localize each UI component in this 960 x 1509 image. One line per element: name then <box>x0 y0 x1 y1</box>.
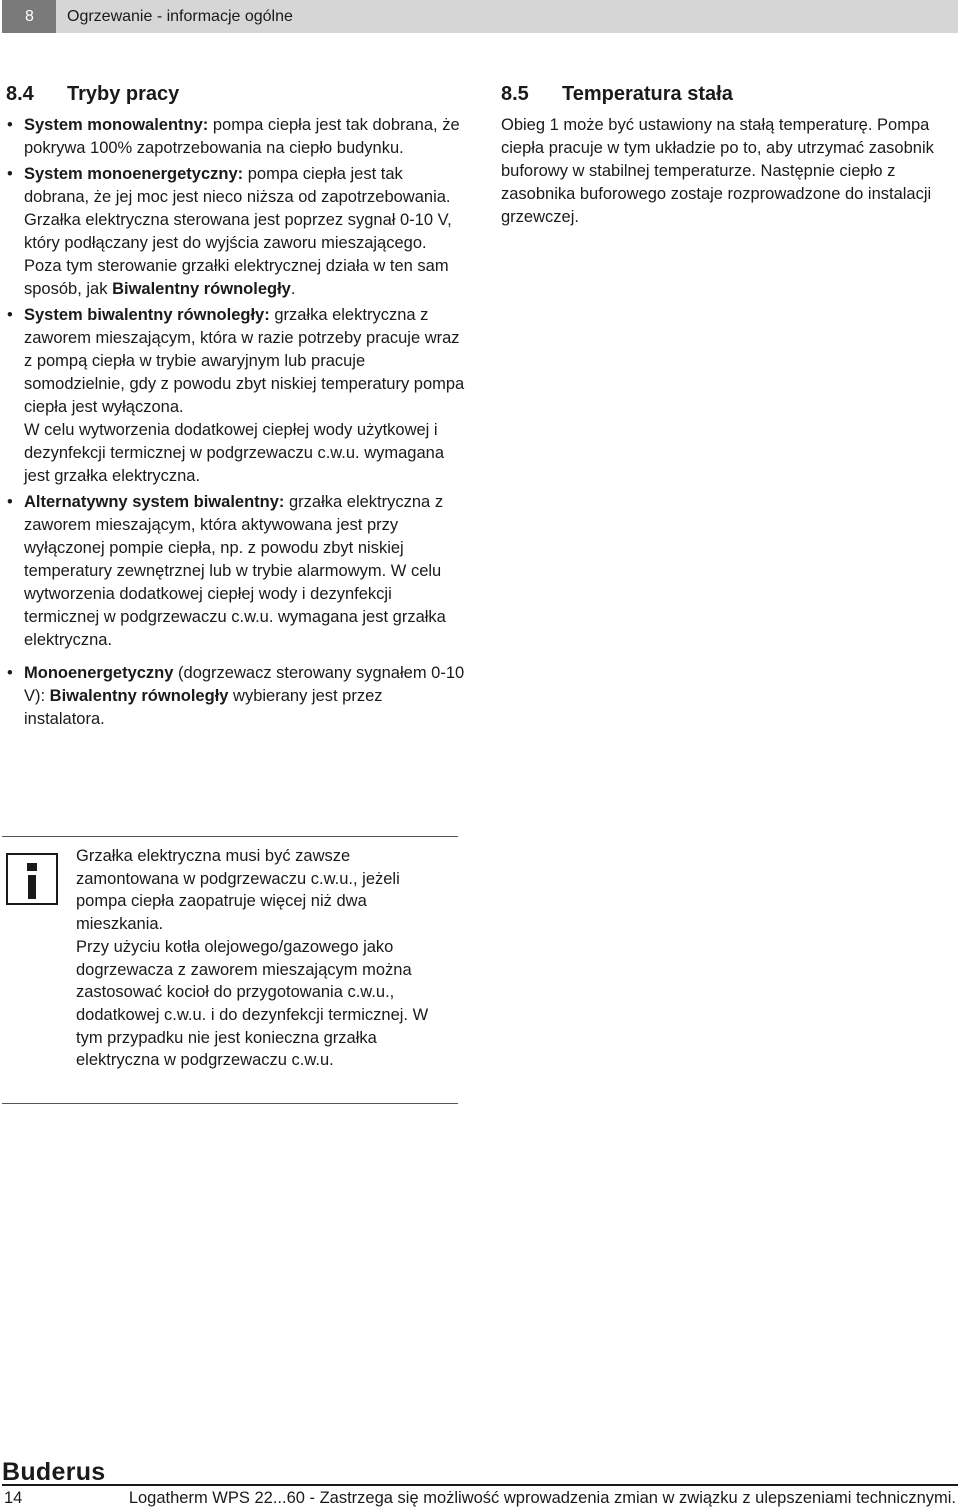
section-number: 8.4 <box>6 83 34 105</box>
item-term-ref: Biwalentny równoległy <box>112 280 291 298</box>
section-paragraph: Obieg 1 może być ustawiony na stałą temperaturę. Pompa ciepła pracuje w tym układzie po to, aby utrzymać zasobnik buforowy w stabilnej temperaturze. Następnie ciepło z zasobnika buforowego zostaje rozprowadzone do instalacji grzewczej. <box>501 116 934 226</box>
item-text: grzałka elektryczna z zaworem mieszającym, która w razie potrzeby pracuje wraz z pompą ciepła w trybie awaryjnym lub pracuje somodzielnie, gdy z powodu zbyt niskiej temperatury pompa ciepła jest wyłączona. <box>24 306 465 416</box>
page-number: 14 <box>4 1489 23 1507</box>
footer-divider <box>2 1484 958 1486</box>
bullet: • <box>7 306 13 324</box>
item-text: pompa ciepła jest tak dobrana, że jej moc jest nieco niższa od zapotrzebowania. Grzałka elektryczna sterowana jest poprzez sygnał 0-10 V, który podłączany jest do wyjścia zaworu mieszającego. Poza tym sterowanie grzałki elektrycznej działa w ten sam sposób, jak <box>24 165 452 298</box>
left-column <box>6 80 466 734</box>
item-tail: wybierany jest przez instalatora. <box>24 687 383 728</box>
chapter-number: 8 <box>2 0 56 33</box>
list-item <box>6 662 466 731</box>
section-number: 8.5 <box>501 83 529 105</box>
item-term: System monowalentny: <box>24 116 209 134</box>
item-extra: W celu wytworzenia dodatkowej ciepłej wody użytkowej i dezynfekcji termicznej w podgrzewaczu c.w.u. wymagana jest grzałka elektryczna. <box>24 421 445 485</box>
item-tail: . <box>290 280 296 298</box>
bullet: • <box>7 493 13 511</box>
info-icon <box>6 853 58 905</box>
list-item <box>6 163 466 301</box>
note-paragraph: Grzałka elektryczna musi być zawsze zamontowana w podgrzewaczu c.w.u., jeżeli pompa ciepła zaopatruje więcej niż dwa mieszkania. <box>76 847 400 934</box>
right-column <box>501 80 941 229</box>
list-item <box>6 491 466 652</box>
section-heading-8-4 <box>6 80 466 108</box>
item-term: System monoenergetyczny: <box>24 165 244 183</box>
footer-text: Logatherm WPS 22...60 - Zastrzega się możliwość wprowadzenia zmian w związku z ulepszeniami technicznymi. <box>128 1489 956 1507</box>
bullet: • <box>7 116 13 134</box>
bullet: • <box>7 165 13 183</box>
item-term: Monoenergetyczny <box>24 664 174 682</box>
item-text: pompa ciepła jest tak dobrana, że pokrywa 100% zapotrzebowania na ciepło budynku. <box>24 116 460 157</box>
list-item <box>6 304 466 488</box>
item-term: Alternatywny system biwalentny: <box>24 493 285 511</box>
section-title: Tryby pracy <box>67 83 180 105</box>
brand-logo: Buderus <box>2 1458 106 1486</box>
item-text: grzałka elektryczna z zaworem mieszającym, która aktywowana jest przy wyłączonej pompie ciepła, np. z powodu zbyt niskiej temperatury zewnętrznej lub w trybie alarmowym. W celu wytworzenia dodatkowej ciepłej wody i dezynfekcji termicznej w podgrzewaczu c.w.u. wymagana jest grzałka elektryczna. <box>24 493 446 649</box>
chapter-title: Ogrzewanie - informacje ogólne <box>67 8 293 25</box>
operating-modes-list <box>6 114 466 731</box>
item-term-ref: Biwalentny równoległy <box>49 687 229 705</box>
section-title: Temperatura stała <box>562 83 733 105</box>
item-term: System biwalentny równoległy: <box>24 306 270 324</box>
list-item <box>6 114 466 160</box>
note-paragraph: Przy użyciu kotła olejowego/gazowego jako dogrzewacza z zaworem mieszającym można zastosować kocioł do przygotowania c.w.u., dodatkowej c.w.u. i do dezynfekcji termicznej. W tym przypadku nie jest konieczna grzałka elektryczna w podgrzewaczu c.w.u. <box>76 937 429 1070</box>
section-heading-8-5 <box>501 80 941 108</box>
item-text: (dogrzewacz sterowany sygnałem 0-10 V): <box>24 664 465 705</box>
bullet: • <box>7 664 13 682</box>
info-note <box>2 836 458 1104</box>
note-text <box>76 845 446 1072</box>
